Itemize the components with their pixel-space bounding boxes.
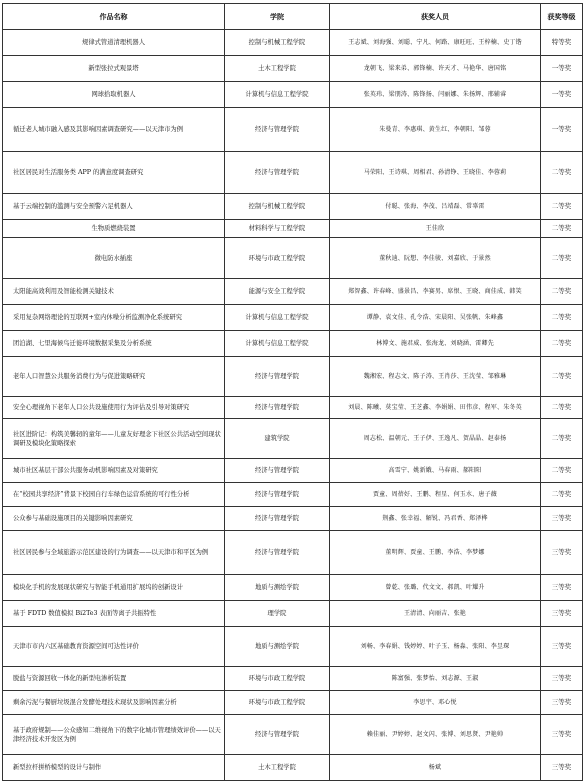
- table-row: [3, 279, 583, 305]
- level-cell: 三等奖: [541, 691, 583, 715]
- winners-cell: 荆鑫、张幸福、解锐、冯君香、郑泽桦: [330, 507, 541, 531]
- table-row: [3, 507, 583, 531]
- level-cell: 二等奖: [541, 459, 583, 483]
- winners-cell: 王佳欣: [330, 220, 541, 238]
- project-cell: 规律式管道清理机器人: [3, 30, 225, 56]
- project-cell: 天津市市内六区基础教育资源空间可达性评价: [3, 627, 225, 667]
- winners-cell: 魏湘宏、程志文、陈子涛、王肖莎、王沈莹、邹雅琳: [330, 357, 541, 397]
- college-cell: 控制与机械工程学院: [225, 194, 330, 220]
- header-college: 学院: [225, 4, 330, 30]
- table-header-row: [3, 4, 583, 30]
- project-cell: 基于政府规制——公众感知二维视角下的数字化城市管理绩效评价——以天津经济技术开发区为例: [3, 715, 225, 755]
- winners-cell: 王志斌、刘海强、刘聪、宁凡、何路、康旺旺、王梓楠、史丁锴: [330, 30, 541, 56]
- table-row: [3, 601, 583, 627]
- college-cell: 经济与管理学院: [225, 483, 330, 507]
- winners-cell: 曾乾、张璐、代文文、郝凯、叶耀升: [330, 575, 541, 601]
- winners-cell: 赖佳丽、尹婷婷、赵文闪、张博、刘思贤、尹艳帅: [330, 715, 541, 755]
- college-cell: 经济与管理学院: [225, 531, 330, 575]
- award-table: [2, 3, 583, 781]
- project-cell: 脱盐与资源回收一体化的新型电渗析装置: [3, 667, 225, 691]
- level-cell: 三等奖: [541, 667, 583, 691]
- project-cell: 团泊湖、七里海候鸟迁徙环境数据采集及分析系统: [3, 331, 225, 357]
- table-row: [3, 305, 583, 331]
- college-cell: 经济与管理学院: [225, 715, 330, 755]
- level-cell: 二等奖: [541, 220, 583, 238]
- winners-cell: 龙朝飞、梁来弟、郭锋楠、许天才、马艳华、唐国铭: [330, 56, 541, 82]
- level-cell: 一等奖: [541, 108, 583, 152]
- project-cell: 安全心理视角下老年人口公共设施使用行为评估及引导对策研究: [3, 397, 225, 419]
- winners-cell: 周志松、温朝元、王子伊、王逸凡、贺晶晶、赵泰扬: [330, 419, 541, 459]
- college-cell: 理学院: [225, 601, 330, 627]
- winners-cell: 董秋迪、阮想、李佳骏、刘嘉欣、于景然: [330, 238, 541, 279]
- table-row: [3, 715, 583, 755]
- project-cell: 基于 FDTD 数值模拟 Bi2Te3 表面等离子共振特性: [3, 601, 225, 627]
- college-cell: 计算机与信息工程学院: [225, 331, 330, 357]
- header-project: 作品名称: [3, 4, 225, 30]
- table-row: [3, 691, 583, 715]
- project-cell: 新型张拉式观景塔: [3, 56, 225, 82]
- winners-cell: 付聪、张海、李茂、吕靖磊、常辜雷: [330, 194, 541, 220]
- table-row: [3, 152, 583, 194]
- level-cell: 二等奖: [541, 331, 583, 357]
- winners-cell: 高雪宁、姚新娥、马春雨、郝阳阳: [330, 459, 541, 483]
- college-cell: 材料科学与工程学院: [225, 220, 330, 238]
- college-cell: 经济与管理学院: [225, 459, 330, 483]
- winners-cell: 刘晨、陈曦、莫宝莹、王芝鑫、李娟娟、田伟彦、程军、朱冬英: [330, 397, 541, 419]
- level-cell: 特等奖: [541, 30, 583, 56]
- project-cell: 社区进阶记：构筑美馨轫的童年——儿童友好理念下社区公共活动空间现状调研及模块化策略探索: [3, 419, 225, 459]
- level-cell: 三等奖: [541, 627, 583, 667]
- winners-cell: 郑智鑫、许春峰、盛景昌、李赛男、席恨、王晓、商佳成、韩笑: [330, 279, 541, 305]
- project-cell: 社区居民对生活服务类 APP 的满意度调查研究: [3, 152, 225, 194]
- winners-cell: 刘畅、李春娟、钱婷婷、叶子玉、杨淼、张阳、李昱琛: [330, 627, 541, 667]
- level-cell: 一等奖: [541, 82, 583, 108]
- winners-cell: 贾童、周蓓好、王鹏、程星、何玉水、唐子薇: [330, 483, 541, 507]
- project-cell: 生物质燃烧装置: [3, 220, 225, 238]
- college-cell: 计算机与信息工程学院: [225, 82, 330, 108]
- college-cell: 环境与市政工程学院: [225, 667, 330, 691]
- winners-cell: 杨斌: [330, 755, 541, 781]
- project-cell: 在“校园共享经济”背景下校园自行车绿色运营系统的可行性分析: [3, 483, 225, 507]
- table-row: [3, 459, 583, 483]
- winners-cell: 谭静、袁文佳、孔令浩、宋晨阳、吴张帆、朱峰鑫: [330, 305, 541, 331]
- level-cell: 二等奖: [541, 397, 583, 419]
- level-cell: 一等奖: [541, 56, 583, 82]
- college-cell: 土木工程学院: [225, 56, 330, 82]
- header-winners: 获奖人员: [330, 4, 541, 30]
- college-cell: 控制与机械工程学院: [225, 30, 330, 56]
- college-cell: 土木工程学院: [225, 755, 330, 781]
- table-row: [3, 108, 583, 152]
- level-cell: 二等奖: [541, 238, 583, 279]
- table-row: [3, 82, 583, 108]
- header-level: 获奖等级: [541, 4, 583, 30]
- level-cell: 二等奖: [541, 419, 583, 459]
- winners-cell: 朱曼青、李惠琪、黄生红、李朝阳、邹蓉: [330, 108, 541, 152]
- table-row: [3, 627, 583, 667]
- level-cell: 三等奖: [541, 755, 583, 781]
- college-cell: 经济与管理学院: [225, 507, 330, 531]
- project-cell: 循迁老人城市融入感及其影响因素调查研究——以天津市为例: [3, 108, 225, 152]
- level-cell: 三等奖: [541, 531, 583, 575]
- table-row: [3, 419, 583, 459]
- level-cell: 三等奖: [541, 715, 583, 755]
- table-row: [3, 56, 583, 82]
- level-cell: 三等奖: [541, 575, 583, 601]
- project-cell: 太阳能高效利用及智能检测关键技术: [3, 279, 225, 305]
- college-cell: 环境与市政工程学院: [225, 238, 330, 279]
- level-cell: 三等奖: [541, 507, 583, 531]
- college-cell: 经济与管理学院: [225, 108, 330, 152]
- college-cell: 环境与市政工程学院: [225, 691, 330, 715]
- college-cell: 地质与测绘学院: [225, 627, 330, 667]
- project-cell: 剩余污泥与餐厨垃圾混合发酵处理技术现状及影响因素分析: [3, 691, 225, 715]
- level-cell: 二等奖: [541, 152, 583, 194]
- table-row: [3, 531, 583, 575]
- table-row: [3, 194, 583, 220]
- college-cell: 能源与安全工程学院: [225, 279, 330, 305]
- winners-cell: 董明辉、贾童、王鹏、李浩、李梦娜: [330, 531, 541, 575]
- table-row: [3, 483, 583, 507]
- college-cell: 建筑学院: [225, 419, 330, 459]
- winners-cell: 王清清、向丽吉、张艳: [330, 601, 541, 627]
- table-row: [3, 331, 583, 357]
- level-cell: 二等奖: [541, 483, 583, 507]
- college-cell: 经济与管理学院: [225, 397, 330, 419]
- project-cell: 基于云端控制的滥测与安全预警六足机器人: [3, 194, 225, 220]
- project-cell: 新型拉杆拼桥模型的设计与制作: [3, 755, 225, 781]
- level-cell: 二等奖: [541, 194, 583, 220]
- winners-cell: 李思宇、邓心悦: [330, 691, 541, 715]
- table-row: [3, 397, 583, 419]
- level-cell: 二等奖: [541, 279, 583, 305]
- project-cell: 城市社区基层干部公共服务动机影响因素及对策研究: [3, 459, 225, 483]
- table-row: [3, 667, 583, 691]
- winners-cell: 林博文、施君威、张海龙、刘晓涵、雷卿先: [330, 331, 541, 357]
- project-cell: 微电防水插座: [3, 238, 225, 279]
- project-cell: 采用复杂网络理论的互联网+室内休噪分析监测净化系统研究: [3, 305, 225, 331]
- level-cell: 三等奖: [541, 601, 583, 627]
- winners-cell: 张英玮、梁朋涛、陈锋扬、闫丽娜、朱扬辉、邢辅睿: [330, 82, 541, 108]
- college-cell: 地质与测绘学院: [225, 575, 330, 601]
- table-row: [3, 357, 583, 397]
- project-cell: 社区居民参与全域旅游示范区建设的行为调查——以天津市和平区为例: [3, 531, 225, 575]
- project-cell: 公众参与基础设施项目的关键影响因素研究: [3, 507, 225, 531]
- college-cell: 经济与管理学院: [225, 357, 330, 397]
- project-cell: 模块化手机的发展现状研究与智能手机通用扩展坞的创新设计: [3, 575, 225, 601]
- college-cell: 经济与管理学院: [225, 152, 330, 194]
- project-cell: 网球拾取机器人: [3, 82, 225, 108]
- winners-cell: 马荣阳、王诗琪、周相君、孙清铮、王晓佳、李蓉莉: [330, 152, 541, 194]
- winners-cell: 陈富强、张梦怡、刘志源、王淑: [330, 667, 541, 691]
- college-cell: 计算机与信息工程学院: [225, 305, 330, 331]
- table-row: [3, 238, 583, 279]
- table-row: [3, 575, 583, 601]
- table-row: [3, 220, 583, 238]
- level-cell: 二等奖: [541, 357, 583, 397]
- level-cell: 二等奖: [541, 305, 583, 331]
- table-row: [3, 30, 583, 56]
- project-cell: 老年人口智慧公共服务消费行为与促进策略研究: [3, 357, 225, 397]
